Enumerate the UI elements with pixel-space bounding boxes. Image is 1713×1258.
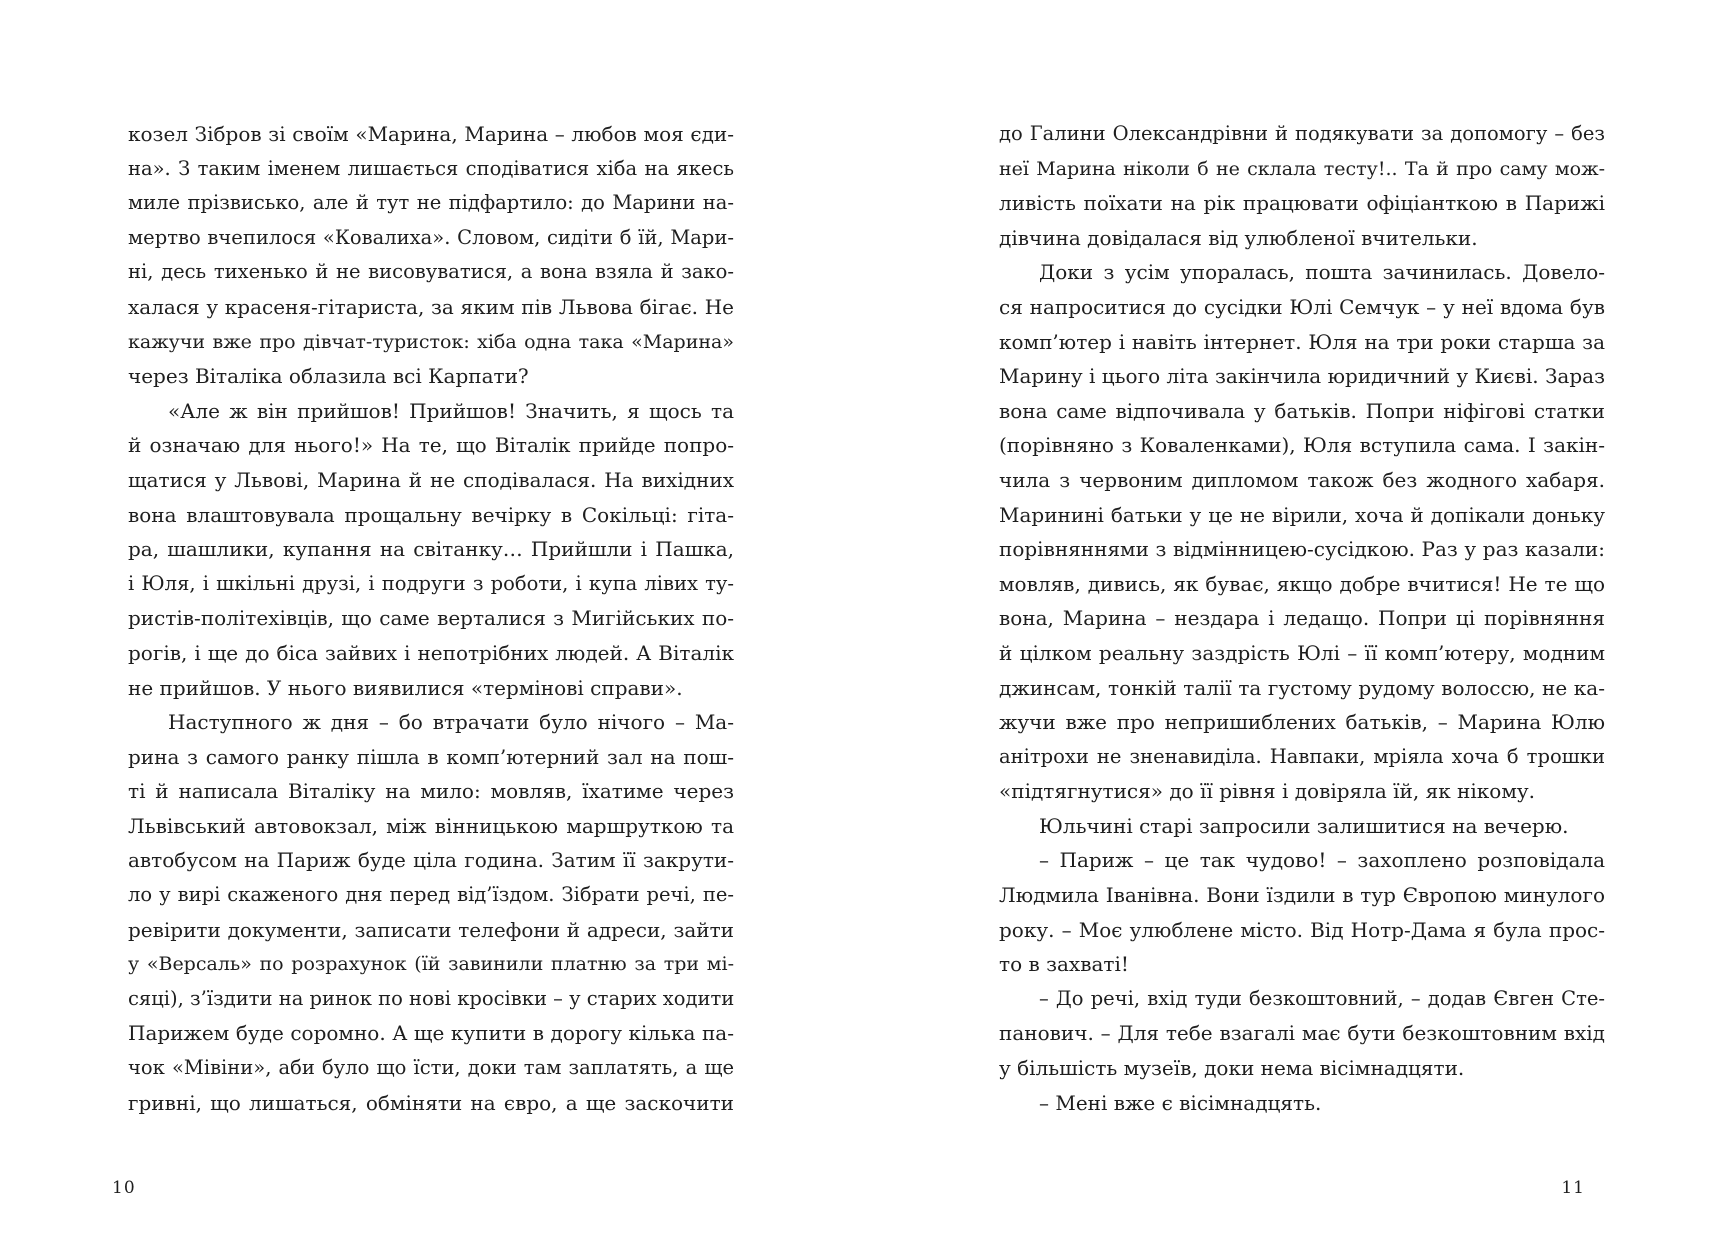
text-line: Людмила Іванівна. Вони їздили в тур Європою минулого <box>999 883 1605 908</box>
right-page-number: 11 <box>1561 1178 1585 1198</box>
text-line: мовляв, дивись, як буває, якщо добре вчитися! Не те що <box>999 571 1605 596</box>
text-line: Марину і цього літа закінчила юридичний у Києві. Зараз <box>999 364 1605 389</box>
text-line: на». З таким іменем лишається сподіватися хіба на якесь <box>128 156 734 180</box>
text-line: Юльчині старі запросили залишитися на вечерю. <box>1039 813 1569 838</box>
text-line: (порівняно з Коваленками), Юля вступила сама. І закін- <box>999 433 1605 458</box>
text-line: й цілком реальну заздрість Юлі – її комп’ютеру, модним <box>999 640 1605 665</box>
text-line: то в захваті! <box>999 952 1129 977</box>
text-line: неї Марина ніколи б не склала тесту!.. Та й про саму мож- <box>999 157 1605 180</box>
text-line: автобусом на Париж буде ціла година. Затим її закрути- <box>128 848 734 873</box>
text-line: анітрохи не зненавиділа. Навпаки, мріяла хоча б трошки <box>999 744 1605 768</box>
text-line: ні, десь тихенько й не висовуватися, а вона взяла й зако- <box>128 260 734 284</box>
text-line: щатися у Львові, Марина й не сподівалася. На вихідних <box>128 467 734 492</box>
left-page-text <box>128 117 734 1120</box>
text-line: дівчина довідалася від улюбленої вчительки. <box>999 225 1478 250</box>
text-line: й означаю для нього!» На те, що Віталік прийде попро- <box>128 433 734 458</box>
text-line: чила з червоним дипломом також без жодного хабаря. <box>999 467 1605 492</box>
text-line: Львівський автовокзал, між вінницькою маршруткою та <box>128 813 734 838</box>
text-line: «підтягнутися» до її рівня і довіряла їй, як нікому. <box>999 779 1536 804</box>
text-line: чок «Мівіни», аби було що їсти, доки там заплатять, а ще <box>128 1056 734 1080</box>
text-line: «Але ж він прийшов! Прийшов! Значить, я щось та <box>168 398 734 423</box>
text-line: – До речі, вхід туди безкоштовний, – додав Євген Сте- <box>1039 986 1605 1010</box>
text-line: – Мені вже є вісімнадцять. <box>1039 1090 1322 1115</box>
text-line: у більшість музеїв, доки нема вісімнадцяти. <box>999 1056 1465 1081</box>
text-line: джинсам, тонкій талії та густому рудому волоссю, не ка- <box>999 675 1605 700</box>
text-line: ра, шашлики, купання на світанку… Прийшли і Пашка, <box>128 537 734 562</box>
right-page <box>857 0 1713 1258</box>
text-line: ревірити документи, записати телефони й адреси, зайти <box>128 917 734 942</box>
text-line: комп’ютер і навіть інтернет. Юля на три роки старша за <box>999 329 1605 354</box>
text-line: жучи вже про непришиблених батьків, – Марина Юлю <box>999 710 1605 735</box>
text-line: ло у вирі скаженого дня перед від’їздом. Зібрати речі, пе- <box>128 883 734 907</box>
right-page-text <box>999 117 1605 1120</box>
text-line: вона саме відпочивала у батьків. Попри ніфігові статки <box>999 398 1605 423</box>
text-line: і Юля, і шкільні друзі, і подруги з роботи, і купа лівих ту- <box>128 571 734 595</box>
left-page-number: 10 <box>112 1178 136 1198</box>
text-line: через Віталіка облазила всі Карпати? <box>128 364 529 389</box>
text-line: вона влаштовувала прощальну вечірку в Сокільці: гіта- <box>128 502 734 527</box>
text-line: рогів, і ще до біса зайвих і непотрібних людей. А Віталік <box>128 640 734 665</box>
left-page <box>0 0 856 1258</box>
text-line: Парижем буде соромно. А ще купити в дорогу кілька па- <box>128 1021 734 1046</box>
text-line: козел Зібров зі своїм «Марина, Марина – любов моя єди- <box>128 122 734 146</box>
text-line: миле прізвисько, але й тут не підфартило: до Марини на- <box>128 191 734 215</box>
text-line: рина з самого ранку пішла в комп’ютерний зал на пош- <box>128 744 734 769</box>
text-line: не прийшов. У нього виявилися «термінові справи». <box>128 675 683 700</box>
text-line: порівняннями з відмінницею-сусідкою. Раз у раз казали: <box>999 537 1605 562</box>
text-line: ристів-політехівців, що саме верталися з Мигійських по- <box>128 606 734 631</box>
text-line: Доки з усім упоралась, пошта зачинилась. Довело- <box>1039 260 1605 285</box>
text-line: сяці), з’їздити на ринок по нові кросівки – у старих ходити <box>128 986 734 1010</box>
text-line: Наступного ж дня – бо втрачати було нічого – Ма- <box>168 710 734 735</box>
text-line: Маринині батьки у це не вірили, хоча й допікали доньку <box>999 502 1605 527</box>
text-line: панович. – Для тебе взагалі має бути безкоштовним вхід <box>999 1021 1605 1046</box>
text-line: гривні, що лишаться, обміняти на євро, а ще заскочити <box>128 1090 734 1115</box>
text-line: до Галини Олександрівни й подякувати за допомогу – без <box>999 122 1605 145</box>
text-line: року. – Моє улюблене місто. Від Нотр-Дама я була прос- <box>999 917 1605 942</box>
text-line: кажучи вже про дівчат-туристок: хіба одна така «Марина» <box>128 330 734 353</box>
text-line: у «Версаль» по розрахунок (їй завинили платню за три мі- <box>128 953 734 976</box>
text-line: – Париж – це так чудово! – захоплено розповідала <box>1039 848 1605 873</box>
text-line: ся напроситися до сусідки Юлі Семчук – у неї вдома був <box>999 294 1605 319</box>
text-line: вона, Марина – нездара і ледащо. Попри ці порівняння <box>999 606 1605 631</box>
text-line: халася у красеня-гітариста, за яким пів Львова бігає. Не <box>128 294 734 319</box>
text-line: ті й написала Віталіку на мило: мовляв, їхатиме через <box>128 779 734 804</box>
text-line: ливість поїхати на рік працювати офіціанткою в Парижі <box>999 191 1605 216</box>
text-line: мертво вчепилося «Ковалиха». Словом, сидіти б їй, Мари- <box>128 225 734 249</box>
